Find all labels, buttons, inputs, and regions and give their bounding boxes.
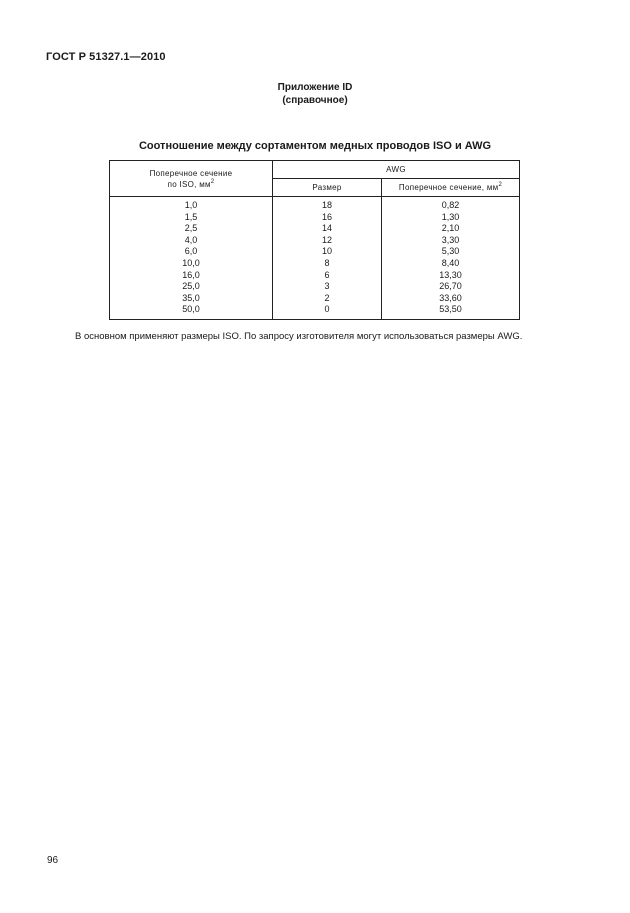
header-iso-sup: 2 bbox=[210, 178, 215, 185]
cell-iso: 25,0 bbox=[110, 281, 273, 293]
table-row bbox=[110, 304, 520, 319]
appendix-title: Приложение ID bbox=[277, 82, 353, 93]
header-awg-cross-section-sup: 2 bbox=[498, 182, 503, 188]
standard-header: ГОСТ Р 51327.1—2010 bbox=[46, 51, 166, 63]
cell-iso: 50,0 bbox=[110, 304, 273, 319]
cell-awg-mm2: 13,30 bbox=[382, 270, 520, 282]
header-iso-line1: Поперечное сечение bbox=[149, 168, 233, 178]
appendix-heading bbox=[0, 81, 630, 107]
cell-size: 6 bbox=[273, 270, 382, 282]
cell-size: 0 bbox=[273, 304, 382, 319]
cell-awg-mm2: 26,70 bbox=[382, 281, 520, 293]
cell-iso: 10,0 bbox=[110, 258, 273, 270]
cell-awg-mm2: 1,30 bbox=[382, 212, 520, 224]
table-row bbox=[110, 281, 520, 293]
cell-iso: 16,0 bbox=[110, 270, 273, 282]
cell-size: 2 bbox=[273, 293, 382, 305]
header-awg-cross-section-text: Поперечное сечение, мм bbox=[398, 183, 499, 192]
table-row bbox=[110, 223, 520, 235]
cell-iso: 1,5 bbox=[110, 212, 273, 224]
header-size: Размер bbox=[273, 179, 382, 197]
cell-awg-mm2: 5,30 bbox=[382, 246, 520, 258]
cell-size: 18 bbox=[273, 197, 382, 212]
cell-size: 8 bbox=[273, 258, 382, 270]
table-row bbox=[110, 293, 520, 305]
table-row bbox=[110, 258, 520, 270]
appendix-subtitle: (справочное) bbox=[282, 95, 348, 106]
table-title: Соотношение между сортаментом медных проводов ISO и AWG bbox=[138, 140, 492, 152]
cell-awg-mm2: 53,50 bbox=[382, 304, 520, 319]
usage-note: В основном применяют размеры ISO. По запросу изготовителя могут использоваться размеры AWG. bbox=[75, 331, 523, 342]
cell-awg-mm2: 2,10 bbox=[382, 223, 520, 235]
cell-iso: 35,0 bbox=[110, 293, 273, 305]
page-number: 96 bbox=[47, 855, 59, 866]
cell-iso: 4,0 bbox=[110, 235, 273, 247]
header-iso-cross-section bbox=[110, 161, 273, 197]
cell-size: 3 bbox=[273, 281, 382, 293]
cell-size: 10 bbox=[273, 246, 382, 258]
cell-size: 14 bbox=[273, 223, 382, 235]
cell-iso: 2,5 bbox=[110, 223, 273, 235]
iso-awg-table bbox=[109, 160, 520, 320]
cell-iso: 6,0 bbox=[110, 246, 273, 258]
header-awg-cross-section bbox=[382, 179, 520, 197]
cell-size: 16 bbox=[273, 212, 382, 224]
table-row bbox=[110, 246, 520, 258]
cell-awg-mm2: 33,60 bbox=[382, 293, 520, 305]
table-row bbox=[110, 212, 520, 224]
cell-iso: 1,0 bbox=[110, 197, 273, 212]
header-iso-line2 bbox=[110, 179, 272, 190]
cell-size: 12 bbox=[273, 235, 382, 247]
table-row bbox=[110, 235, 520, 247]
cell-awg-mm2: 3,30 bbox=[382, 235, 520, 247]
cell-awg-mm2: 8,40 bbox=[382, 258, 520, 270]
table-row bbox=[110, 270, 520, 282]
header-iso-line2-text: по ISO, мм bbox=[167, 179, 211, 189]
header-awg: AWG bbox=[273, 161, 520, 179]
cell-awg-mm2: 0,82 bbox=[382, 197, 520, 212]
table-row bbox=[110, 197, 520, 212]
